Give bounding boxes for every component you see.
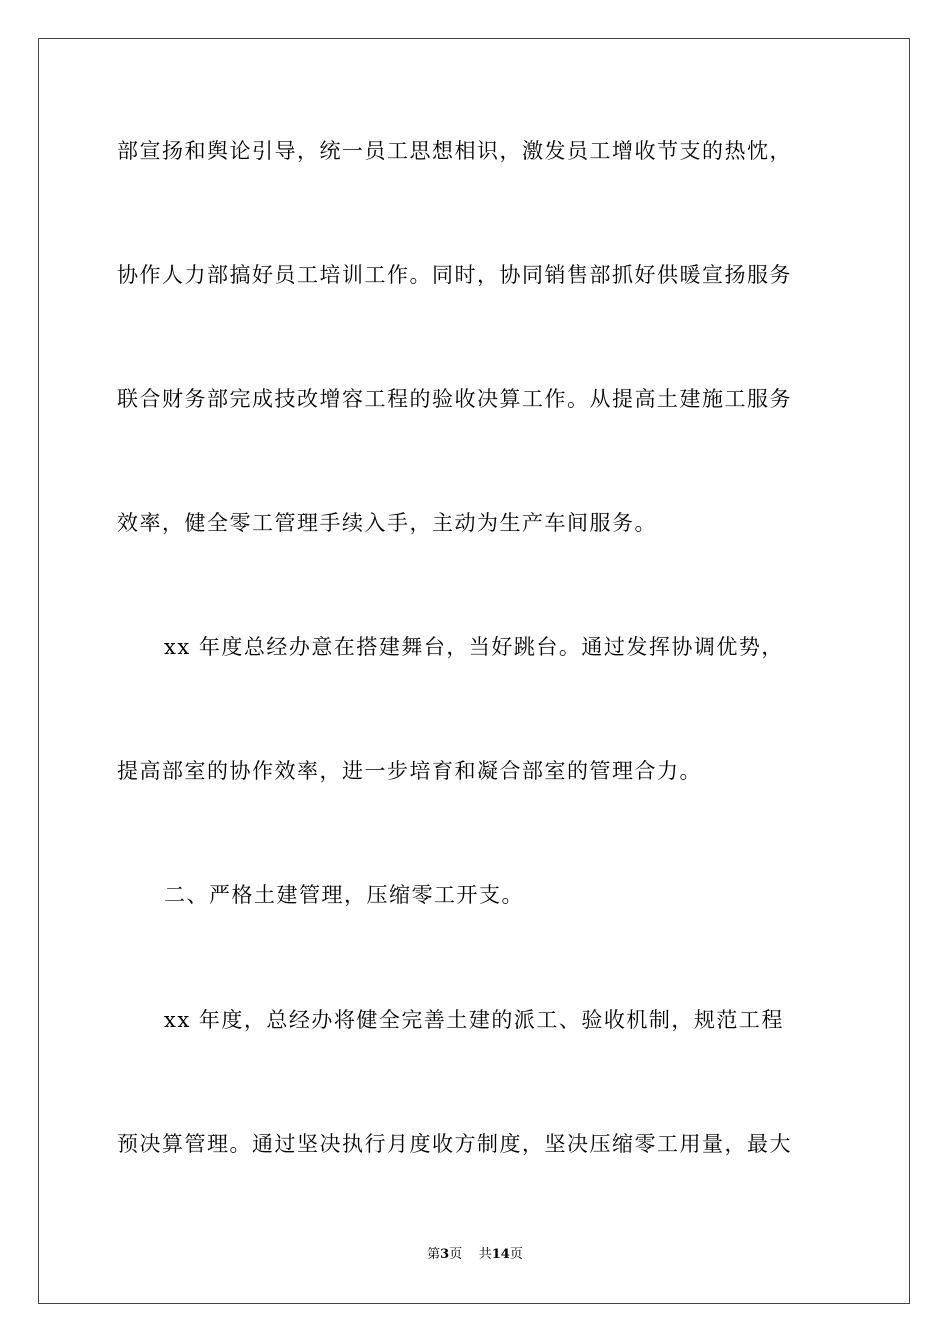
page-suffix: 页 [449, 1247, 463, 1262]
page-border [38, 38, 910, 1304]
total-pages: 14 [491, 1247, 510, 1262]
text-line-4: 效率，健全零工管理手续入手，主动为生产车间服务。 [117, 511, 657, 535]
text-line-2: 协作人力部搞好员工培训工作。同时，协同销售部抓好供暖宣扬服务 [117, 263, 792, 287]
total-prefix: 共 [478, 1247, 492, 1262]
text-line-1: 部宣扬和舆论引导，统一员工思想相识，激发员工增收节支的热忱， [117, 139, 792, 163]
text-line-6: 提高部室的协作效率，进一步培育和凝合部室的管理合力。 [117, 759, 702, 783]
text-line-5: xx 年度总经办意在搭建舞台，当好跳台。通过发挥协调优势， [164, 635, 784, 659]
text-line-8: xx 年度，总经办将健全完善土建的派工、验收机制，规范工程 [164, 1008, 784, 1032]
total-suffix: 页 [509, 1247, 523, 1262]
text-line-9: 预决算管理。通过坚决执行月度收方制度，坚决压缩零工用量，最大 [117, 1132, 792, 1156]
page-prefix: 第 [427, 1247, 441, 1262]
section-heading: 二、严格土建管理，压缩零工开支。 [164, 883, 524, 907]
page-footer [0, 1246, 950, 1264]
page-number: 3 [440, 1247, 450, 1262]
text-line-3: 联合财务部完成技改增容工程的验收决算工作。从提高土建施工服务 [117, 387, 792, 411]
